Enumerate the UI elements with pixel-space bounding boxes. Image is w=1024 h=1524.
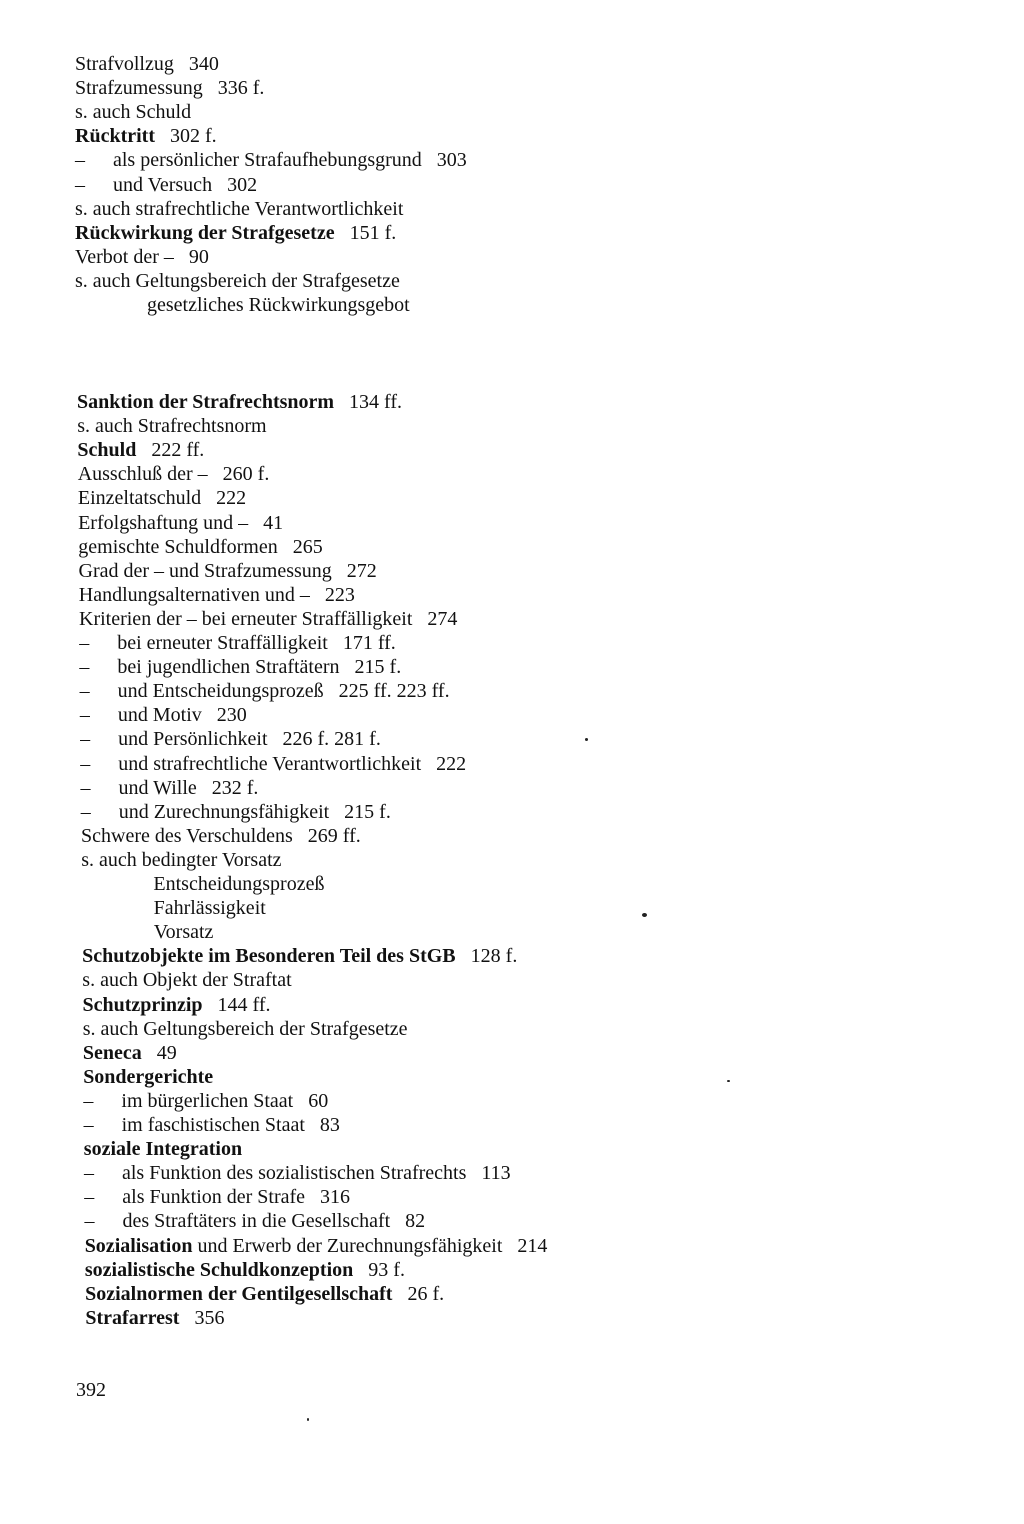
subentry-dash: –	[80, 728, 91, 751]
index-text: Grad der – und Strafzumessung 272	[78, 559, 377, 582]
index-entry	[79, 631, 396, 655]
index-term: Seneca	[82, 1041, 142, 1064]
subentry-dash: –	[75, 149, 85, 172]
scan-speck	[307, 1418, 309, 1421]
index-text: und Entscheidungsprozeß 225 ff. 223 ff.	[117, 680, 450, 703]
index-text: s. auch Geltungsbereich der Strafgesetze	[75, 269, 400, 292]
index-text: und Persönlichkeit 226 f. 281 f.	[118, 728, 381, 751]
scan-speck	[642, 913, 647, 917]
index-text: Erfolgshaftung und – 41	[78, 511, 284, 534]
subentry-dash: –	[80, 752, 91, 775]
index-entry	[147, 293, 410, 317]
index-text: bei jugendlichen Straftätern 215 f.	[117, 656, 402, 679]
index-text: Kriterien der – bei erneuter Straffälligkeit 274	[79, 607, 458, 630]
index-entry	[84, 1137, 242, 1161]
index-entry	[75, 245, 209, 269]
index-entry	[84, 1113, 340, 1137]
subentry-dash: –	[84, 1210, 95, 1233]
index-text: und Zurechnungsfähigkeit 215 f.	[118, 800, 391, 823]
index-text: und Versuch 302	[113, 173, 258, 196]
index-entry	[81, 824, 361, 848]
index-entry	[85, 1258, 405, 1282]
subentry-dash: –	[83, 1089, 94, 1112]
index-text: im bürgerlichen Staat 60	[121, 1089, 329, 1112]
index-entry	[75, 76, 264, 100]
index-entry	[154, 920, 214, 944]
subentry-dash: –	[84, 1162, 94, 1185]
index-text: als Funktion des sozialistischen Strafrechts 113	[122, 1162, 511, 1185]
index-entry	[81, 800, 391, 824]
index-entry	[85, 1209, 426, 1233]
index-entry	[154, 896, 266, 920]
index-text: Schwere des Verschuldens 269 ff.	[81, 824, 361, 847]
index-text: als Funktion der Strafe 316	[122, 1186, 351, 1209]
index-text: und Wille 232 f.	[118, 776, 259, 799]
index-text: und Erwerb der Zurechnungsfähigkeit 214	[192, 1234, 548, 1257]
index-entry	[80, 752, 466, 776]
index-term: Sozialnormen der Gentilgesellschaft	[85, 1282, 393, 1305]
index-term: Rücktritt	[75, 125, 155, 148]
index-text: s. auch bedingter Vorsatz	[81, 848, 282, 871]
index-text: als persönlicher Strafaufhebungsgrund 303	[113, 149, 467, 172]
index-entry	[83, 1041, 177, 1065]
index-term: Sanktion der Strafrechtsnorm	[77, 391, 335, 413]
index-text: 144 ff.	[202, 993, 271, 1016]
index-text: Einzeltatschuld 222	[77, 487, 247, 510]
scan-speck	[585, 738, 588, 741]
index-text: 49	[141, 1041, 177, 1064]
subentry-dash: –	[80, 776, 91, 799]
scan-speck	[727, 1080, 730, 1082]
index-text: Vorsatz	[153, 921, 214, 944]
index-entry	[75, 269, 400, 293]
index-text: 93 f.	[353, 1258, 405, 1281]
index-entry	[77, 438, 204, 462]
index-entry	[78, 511, 283, 535]
index-entry	[83, 993, 271, 1017]
index-entry	[77, 414, 266, 438]
index-text: s. auch Strafrechtsnorm	[77, 415, 267, 438]
index-text: gesetzliches Rückwirkungsgebot	[147, 294, 410, 316]
index-entry	[85, 1234, 548, 1258]
index-entry	[85, 1282, 444, 1306]
index-text: Entscheidungsprozeß	[153, 873, 325, 895]
index-term: Schutzprinzip	[82, 993, 203, 1016]
index-entry	[77, 390, 402, 414]
index-text: bei erneuter Straffälligkeit 171 ff.	[117, 632, 396, 654]
index-text: Verbot der – 90	[75, 245, 209, 268]
index-term: Sondergerichte	[83, 1065, 214, 1088]
index-entry	[79, 583, 355, 607]
index-term: soziale Integration	[83, 1138, 243, 1161]
subentry-dash: –	[79, 704, 90, 727]
index-entry	[84, 1185, 350, 1209]
index-entry	[82, 944, 517, 968]
index-entry	[81, 776, 259, 800]
index-entry	[80, 703, 247, 727]
page-number: 392	[76, 1379, 106, 1401]
index-text: s. auch Objekt der Straftat	[82, 969, 292, 992]
index-entry	[83, 1089, 328, 1113]
index-term: Strafarrest	[85, 1306, 180, 1329]
index-text: Fahrlässigkeit	[153, 897, 266, 920]
index-entry	[78, 462, 270, 486]
index-text: s. auch Schuld	[75, 101, 192, 124]
index-entry	[83, 1017, 408, 1041]
index-entry	[75, 173, 257, 197]
index-text: gemischte Schuldformen 265	[78, 535, 323, 558]
subentry-dash: –	[80, 800, 91, 823]
index-text: 222 ff.	[136, 439, 205, 462]
index-text: 26 f.	[392, 1282, 445, 1305]
index-entry	[84, 1161, 511, 1185]
index-entry	[75, 197, 403, 221]
index-text: s. auch strafrechtliche Verantwortlichkeit	[75, 197, 404, 220]
index-text: Ausschluß der – 260 f.	[77, 463, 270, 486]
index-text: 151 f.	[334, 221, 397, 244]
index-entry	[78, 535, 322, 559]
index-text: 356	[179, 1306, 225, 1329]
index-entry	[75, 124, 217, 148]
index-text: Strafzumessung 336 f.	[75, 77, 265, 100]
subentry-dash: –	[79, 680, 90, 703]
subentry-dash: –	[79, 656, 90, 679]
subentry-dash: –	[83, 1114, 94, 1136]
index-entry	[85, 1306, 224, 1330]
index-text: des Straftäters in die Gesellschaft 82	[122, 1210, 426, 1233]
index-text: s. auch Geltungsbereich der Strafgesetze	[82, 1017, 408, 1040]
index-entry	[79, 559, 377, 583]
index-entry	[79, 607, 457, 631]
index-term: Schuld	[77, 439, 137, 462]
index-text: und Motiv 230	[117, 704, 247, 727]
index-entry	[75, 100, 191, 124]
subentry-dash: –	[75, 173, 85, 196]
index-text: im faschistischen Staat 83	[121, 1114, 340, 1136]
index-entry	[80, 727, 381, 751]
index-term: Schutzobjekte im Besonderen Teil des StGB	[82, 945, 456, 968]
index-text: Handlungsalternativen und – 223	[78, 583, 355, 606]
index-entry	[75, 148, 467, 172]
index-term: Sozialisation	[84, 1234, 193, 1257]
index-text: Strafvollzug 340	[75, 53, 219, 75]
index-entry	[80, 679, 450, 703]
index-entry	[75, 52, 219, 76]
index-entry	[81, 848, 281, 872]
index-text: und strafrechtliche Verantwortlichkeit 222	[118, 752, 467, 775]
index-text: 302 f.	[154, 125, 217, 148]
index-entry	[75, 221, 396, 245]
index-text: 128 f.	[455, 945, 518, 968]
index-entry	[82, 968, 291, 992]
index-entry	[83, 1065, 213, 1089]
index-entry	[153, 872, 324, 896]
index-entry	[79, 655, 401, 679]
subentry-dash: –	[84, 1186, 95, 1209]
index-entry	[78, 486, 246, 510]
index-term: sozialistische Schuldkonzeption	[84, 1258, 354, 1281]
index-text: 134 ff.	[334, 391, 403, 413]
subentry-dash: –	[79, 632, 90, 654]
index-term: Rückwirkung der Strafgesetze	[75, 221, 335, 244]
